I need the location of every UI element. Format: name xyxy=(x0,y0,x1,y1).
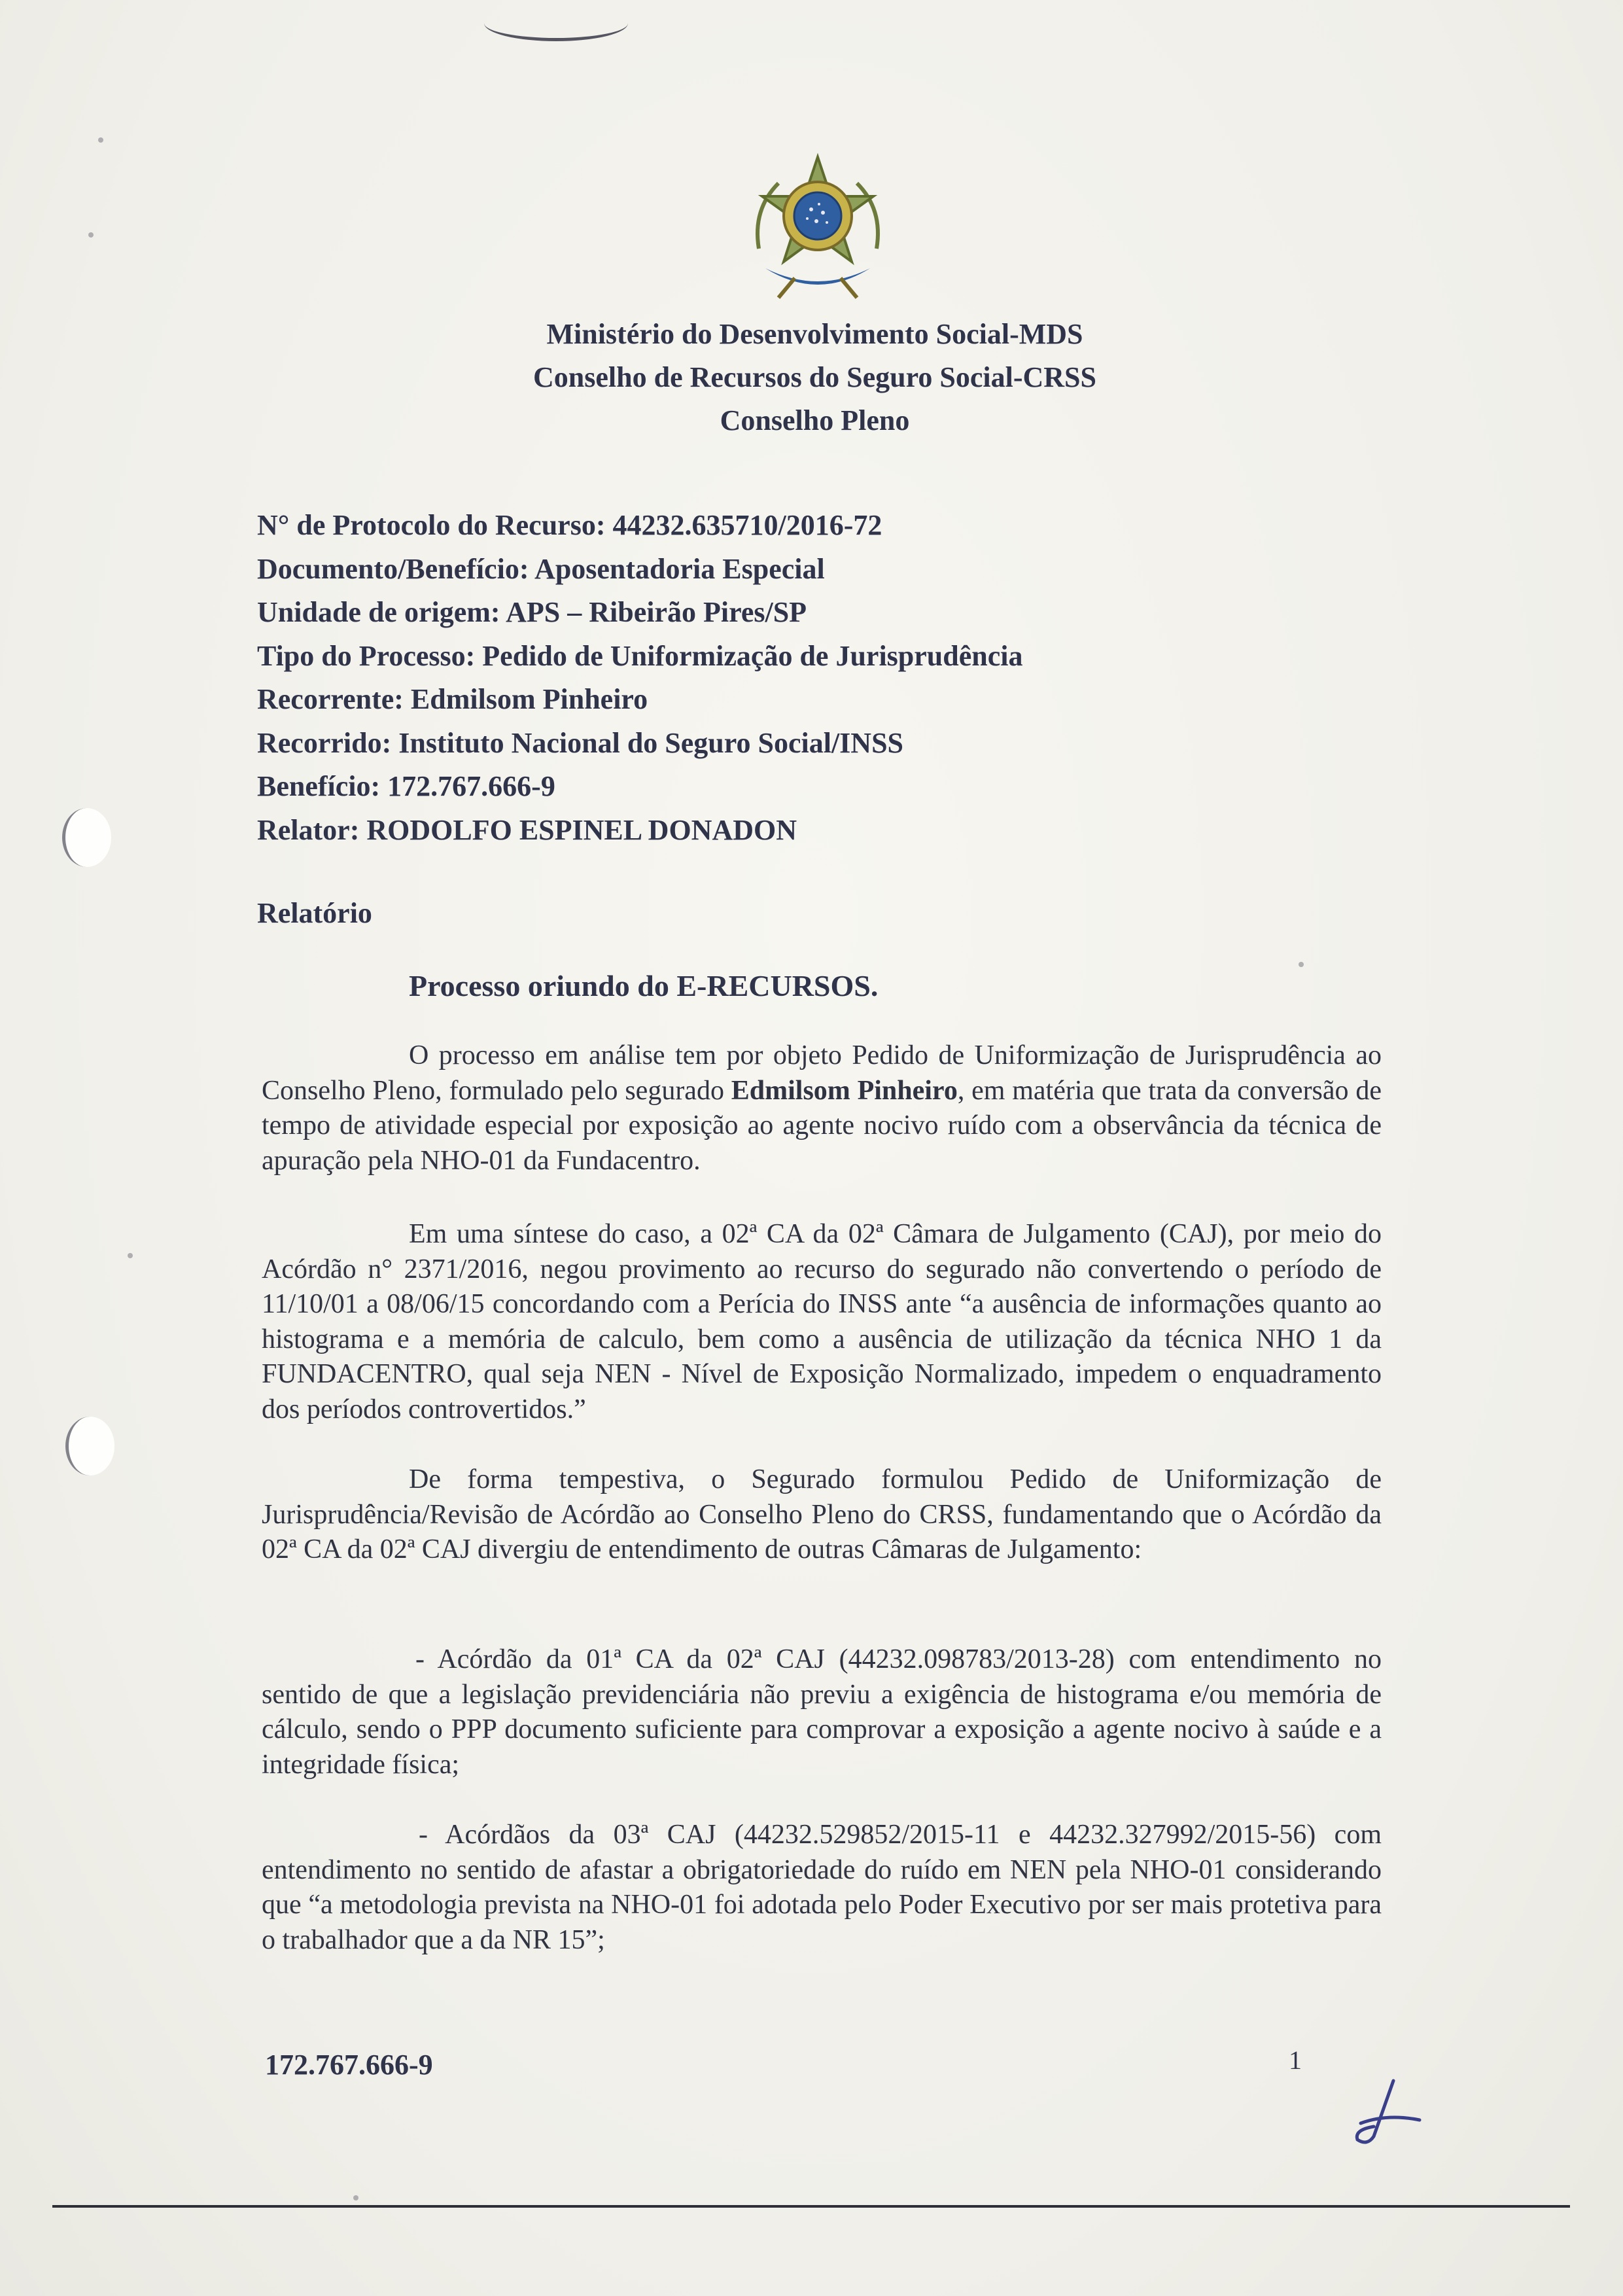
page-number: 1 xyxy=(1289,2045,1302,2075)
paragraph-3: De forma tempestiva, o Segurado formulou Pedido de Uniformização de Jurisprudência/Revisão de Acórdão ao Conselho Pleno do CRSS, fundamentando que o Acórdão da 02ª CA da 02ª CAJ divergiu de entendimento de outras Câmaras de Julgamento: xyxy=(262,1464,1382,1564)
scan-artifact-mark xyxy=(484,5,628,41)
appellant-name: Edmilsom Pinheiro xyxy=(731,1075,958,1106)
paragraph-4: - Acórdão da 01ª CA da 02ª CAJ (44232.098783/2013-28) com entendimento no sentido de que a legislação previdenciária não previu a exigência de histograma e/ou memória de cálculo, sendo o PPP documento suficiente para comprovar a exposição a agente nocivo à saúde e a integridade física; xyxy=(262,1644,1382,1780)
appellant: Recorrente: Edmilsom Pinheiro xyxy=(257,683,648,715)
punch-hole xyxy=(62,808,111,867)
process-origin: Processo oriundo do E-RECURSOS. xyxy=(409,969,879,1002)
punch-hole xyxy=(65,1417,114,1475)
paragraph-1-text-a: O processo em análise tem por objeto Pedido de Uniformização de Jurisprudência ao Conselho Pleno, formulado pelo segurado xyxy=(262,1040,1382,1106)
ministry-name: Ministério do Desenvolvimento Social-MDS xyxy=(546,318,1083,350)
footer-benefit-number: 172.767.666-9 xyxy=(265,2049,433,2081)
case-metadata xyxy=(257,504,1023,852)
process-type: Tipo do Processo: Pedido de Uniformização de Jurisprudência xyxy=(257,639,1023,672)
scan-speck xyxy=(98,137,103,143)
origin-unit: Unidade de origem: APS – Ribeirão Pires/SP xyxy=(257,596,807,628)
coat-of-arms-emblem xyxy=(739,150,896,301)
paragraph-2: Em uma síntese do caso, a 02ª CA da 02ª Câmara de Julgamento (CAJ), por meio do Acórdão n° 2371/2016, negou provimento ao recurso do segurado não convertendo o período de 11/10/01 a 08/06/15 concordando com a Perícia do INSS ante “a ausência de informações quanto ao histograma e a memória de calculo, bem como a ausência de utilização da técnica NHO 1 da FUNDACENTRO, qual seja NEN - Nível de Exposição Normalizado, impedem o enquadramento dos períodos controvertidos.” xyxy=(262,1219,1382,1424)
protocol-number: N° de Protocolo do Recurso: 44232.635710/2016-72 xyxy=(257,509,882,541)
initials-signature xyxy=(1348,2074,1433,2153)
paragraph-5: - Acórdãos da 03ª CAJ (44232.529852/2015-11 e 44232.327992/2015-56) com entendimento no sentido de afastar a obrigatoriedade do ruído em NEN pela NHO-01 considerando que “a metodologia prevista na NHO-01 foi adotada pelo Poder Executivo por ser mais protetiva para o trabalhador que a da NR 15”; xyxy=(262,1820,1382,1955)
scan-speck xyxy=(128,1253,133,1258)
section-title: Relatório xyxy=(257,897,372,929)
scan-speck xyxy=(88,232,94,238)
document-header xyxy=(0,313,1623,442)
benefit-number: Benefício: 172.767.666-9 xyxy=(257,770,555,802)
appellee: Recorrido: Instituto Nacional do Seguro Social/INSS xyxy=(257,726,904,759)
paragraph-1 xyxy=(262,1038,1382,1178)
rapporteur: Relator: RODOLFO ESPINEL DONADON xyxy=(257,813,797,846)
paragraph-1-text-b: , em matéria que trata da conversão de tempo de atividade especial por exposição ao agente nocivo ruído com a observância da técnica de apuração pela NHO-01 da Fundacentro. xyxy=(262,1075,1382,1176)
document-benefit: Documento/Benefício: Aposentadoria Especial xyxy=(257,552,825,585)
scan-speck xyxy=(353,2195,358,2200)
bottom-rule xyxy=(52,2205,1570,2208)
council-name: Conselho de Recursos do Seguro Social-CRSS xyxy=(533,361,1096,393)
chamber-name: Conselho Pleno xyxy=(720,404,910,436)
scan-speck xyxy=(1299,962,1304,967)
